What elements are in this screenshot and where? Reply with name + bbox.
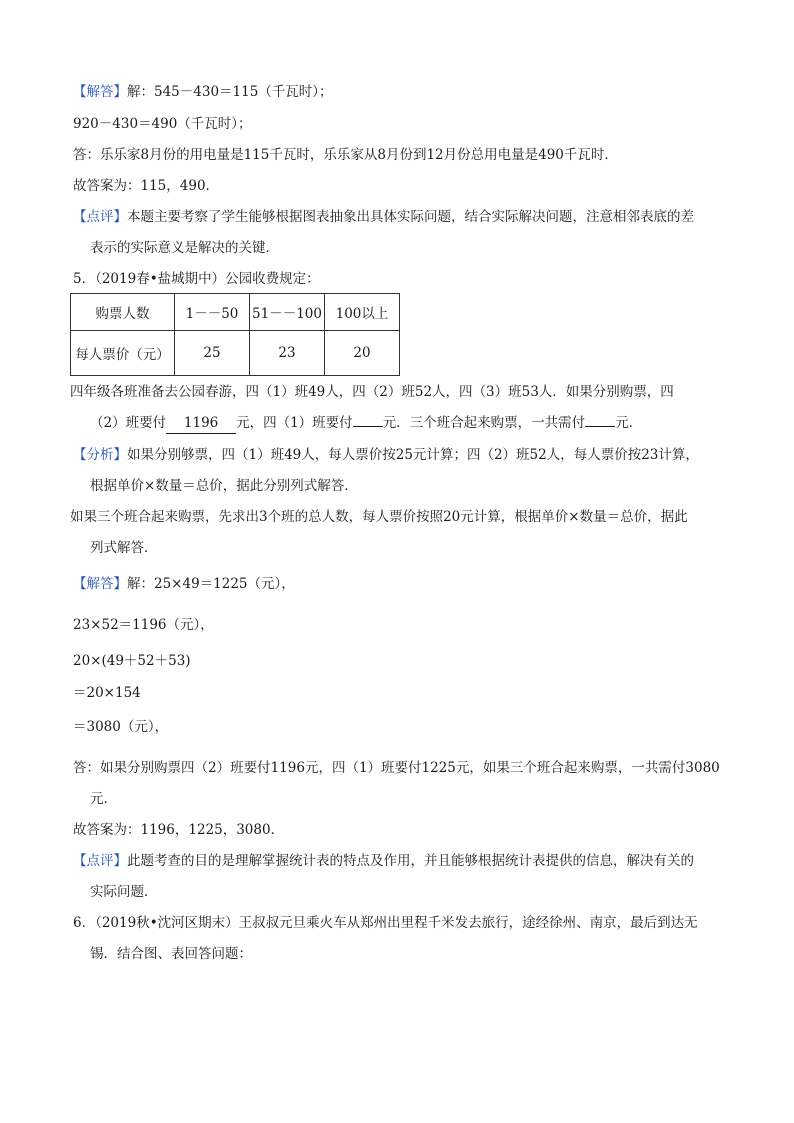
answer-blank-3 — [585, 426, 615, 427]
q5-answer-line3: 20×(49＋52＋53) — [73, 653, 191, 669]
table-header-cell: 1－－50 — [175, 294, 250, 331]
q5-comment-line2: 实际问题． — [90, 884, 158, 900]
comment-tag: 【点评】 — [73, 209, 127, 225]
answer-blank-1: 1196 — [166, 413, 236, 434]
p4-comment-line1: 【点评】本题主要考察了学生能够根据图表抽象出具体实际问题，结合实际解决问题，注意相邻表底的差 — [73, 209, 694, 225]
q5-title: 5．（2019春•盐城期中）公园收费规定： — [73, 271, 320, 287]
q5-answer-line5: ＝3080（元）， — [73, 719, 169, 735]
p4-answer-line2: 920－430＝490（千瓦时）； — [73, 116, 252, 132]
q5-analysis-line4: 列式解答． — [90, 540, 158, 556]
q5-answer-line4: ＝20×154 — [73, 685, 141, 701]
q5-comment-line1: 【点评】此题考查的目的是理解掌握统计表的特点及作用，并且能够根据统计表提供的信息，解决有关的 — [73, 853, 694, 869]
q5-analysis-line2: 根据单价×数量＝总价，据此分别列式解答． — [90, 478, 358, 494]
q5-answer-line1: 【解答】解：25×49＝1225（元）， — [73, 576, 295, 592]
p4-answer-line4: 故答案为：115，490． — [73, 178, 220, 194]
p4-comment-line2: 表示的实际意义是解决的关键． — [90, 240, 279, 256]
q6-line1: 6．（2019秋•沈河区期末）王叔叔元旦乘火车从郑州出里程千米发去旅行，途经徐州、南京，最后到达无 — [73, 915, 698, 931]
comment-tag: 【点评】 — [73, 853, 127, 869]
table-header-cell: 购票人数 — [71, 294, 175, 331]
table-header-cell: 51－－100 — [250, 294, 325, 331]
analysis-tag: 【分析】 — [73, 447, 127, 463]
table-row-label: 每人票价（元） — [71, 331, 175, 376]
table-cell: 20 — [325, 331, 400, 376]
p4-answer-line1: 【解答】解：545－430＝115（千瓦时）； — [73, 84, 333, 100]
q5-answer-line7: 元． — [90, 791, 117, 807]
q5-answer-line6: 答：如果分别购票四（2）班要付1196元，四（1）班要付1225元，如果三个班合起来购票，一共需付3080 — [73, 760, 720, 776]
table-row — [71, 294, 400, 331]
answer-blank-2 — [353, 426, 383, 427]
q5-text2: （2）班要付 1196 元，四（1）班要付 元．三个班合起来购票，一共需付 元． — [90, 413, 642, 434]
table-row — [71, 331, 400, 376]
q6-line2: 锡．结合图、表回答问题： — [90, 946, 252, 962]
table-cell: 25 — [175, 331, 250, 376]
q5-analysis-line3: 如果三个班合起来购票，先求出3个班的总人数，每人票价按照20元计算，根据单价×数量＝总价，据此 — [70, 509, 688, 525]
fee-table — [70, 293, 400, 376]
q5-analysis-line1: 【分析】如果分别够票，四（1）班49人，每人票价按25元计算；四（2）班52人，每人票价按23计算， — [73, 447, 699, 463]
q5-answer-line8: 故答案为：1196，1225，3080． — [73, 822, 285, 838]
answer-tag: 【解答】 — [73, 576, 127, 592]
p4-answer-line3: 答：乐乐家8月份的用电量是115千瓦时，乐乐家从8月份到12月份总用电量是490千瓦时． — [73, 147, 618, 163]
answer-tag: 【解答】 — [73, 84, 127, 100]
table-cell: 23 — [250, 331, 325, 376]
q5-answer-line2: 23×52＝1196（元）， — [73, 617, 214, 633]
q5-text1: 四年级各班准备去公园春游，四（1）班49人，四（2）班52人，四（3）班53人．如果分别购票，四 — [70, 384, 674, 400]
table-header-cell: 100以上 — [325, 294, 400, 331]
